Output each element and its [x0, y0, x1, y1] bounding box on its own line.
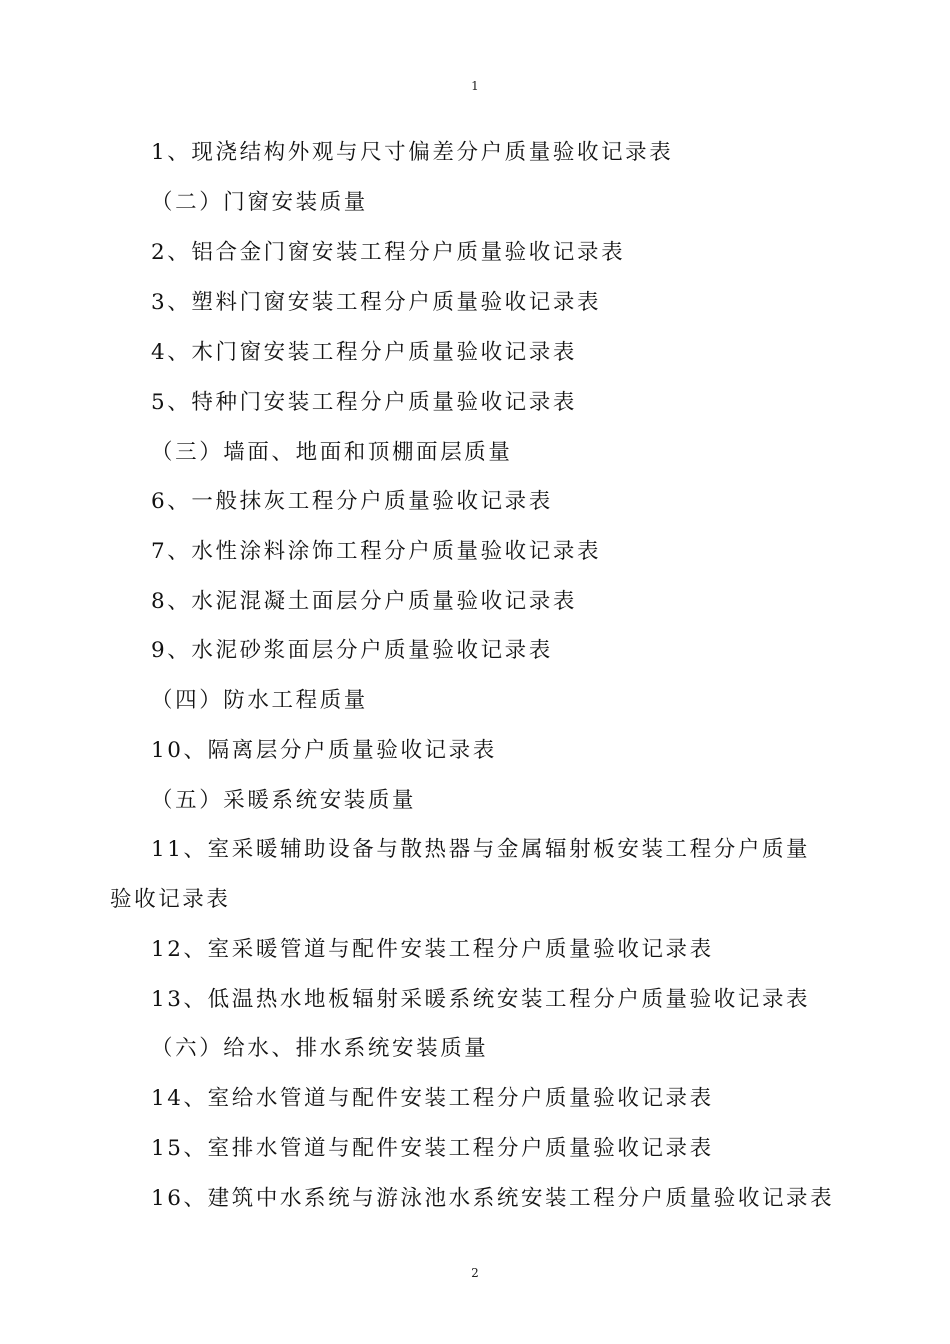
list-item: 16、建筑中水系统与游泳池水系统安装工程分户质量验收记录表: [151, 1186, 835, 1211]
list-item: 2、铝合金门窗安装工程分户质量验收记录表: [151, 240, 626, 265]
list-item: 7、水性涂料涂饰工程分户质量验收记录表: [151, 539, 602, 564]
list-item: 6、一般抹灰工程分户质量验收记录表: [151, 489, 553, 514]
section-heading: （四）防水工程质量: [151, 688, 368, 713]
list-item: 3、塑料门窗安装工程分户质量验收记录表: [151, 290, 602, 315]
list-item: 15、室排水管道与配件安装工程分户质量验收记录表: [151, 1136, 714, 1161]
list-item: 12、室采暖管道与配件安装工程分户质量验收记录表: [151, 937, 714, 962]
list-item: 1、现浇结构外观与尺寸偏差分户质量验收记录表: [151, 140, 674, 165]
list-item-continuation: 验收记录表: [110, 887, 231, 912]
list-item: 11、室采暖辅助设备与散热器与金属辐射板安装工程分户质量: [151, 837, 811, 862]
section-heading: （六）给水、排水系统安装质量: [151, 1036, 489, 1061]
section-heading: （五）采暖系统安装质量: [151, 788, 417, 813]
list-item: 8、水泥混凝土面层分户质量验收记录表: [151, 589, 577, 614]
list-item: 9、水泥砂浆面层分户质量验收记录表: [151, 638, 553, 663]
section-heading: （二）门窗安装质量: [151, 190, 368, 215]
page-number-bottom: 2: [471, 1266, 479, 1280]
list-item: 14、室给水管道与配件安装工程分户质量验收记录表: [151, 1086, 714, 1111]
page-number-top: 1: [471, 79, 479, 93]
list-item: 5、特种门安装工程分户质量验收记录表: [151, 390, 577, 415]
section-heading: （三）墙面、地面和顶棚面层质量: [151, 440, 513, 465]
list-item: 13、低温热水地板辐射采暖系统安装工程分户质量验收记录表: [151, 987, 811, 1012]
list-item: 10、隔离层分户质量验收记录表: [151, 738, 497, 763]
list-item: 4、木门窗安装工程分户质量验收记录表: [151, 340, 577, 365]
